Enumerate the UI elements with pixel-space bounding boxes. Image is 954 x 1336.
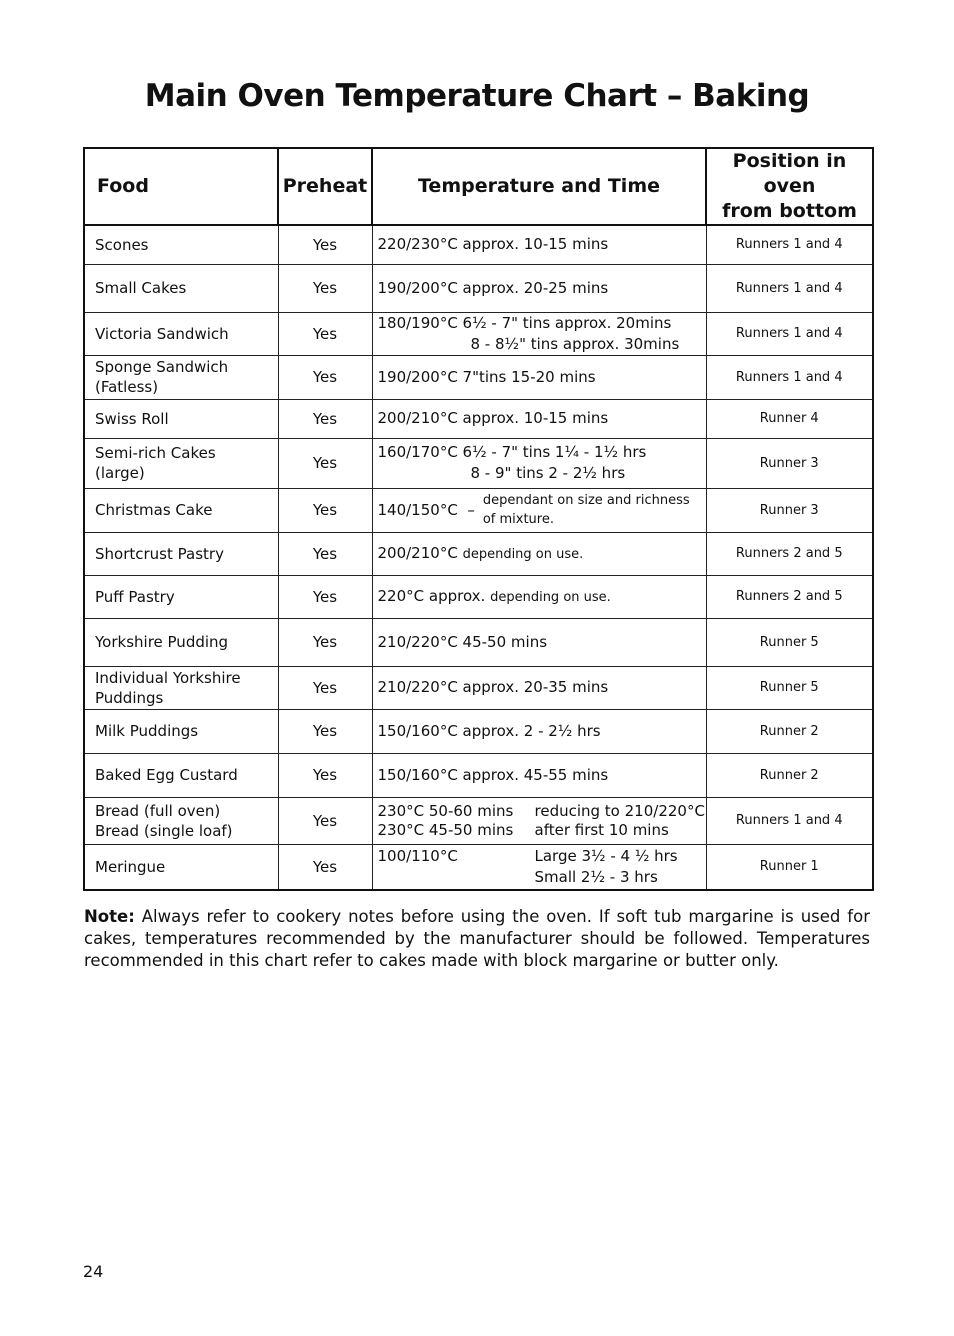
- food-line: (large): [95, 464, 145, 482]
- temp-line: Large 3½ - 4 ½ hrs: [534, 846, 678, 865]
- temp-line: dependant on size and richness: [482, 493, 690, 508]
- position-cell: Runner 5: [706, 618, 873, 666]
- preheat-cell: Yes: [278, 438, 372, 488]
- temp-cell: 210/220°C 45-50 mins: [372, 618, 706, 666]
- food-cell: Baked Egg Custard: [84, 753, 278, 797]
- preheat-cell: Yes: [278, 488, 372, 532]
- preheat-cell: Yes: [278, 709, 372, 753]
- food-cell: Milk Puddings: [84, 709, 278, 753]
- temp-line: 8 - 9" tins 2 - 2½ hrs: [470, 464, 626, 482]
- position-cell: Runners 1 and 4: [706, 797, 873, 844]
- position-cell: Runner 2: [706, 753, 873, 797]
- temp-line: reducing to 210/220°C: [534, 801, 705, 820]
- preheat-cell: Yes: [278, 355, 372, 399]
- food-line: Individual Yorkshire: [95, 668, 241, 687]
- preheat-cell: Yes: [278, 575, 372, 618]
- temp-cell: [372, 844, 706, 890]
- temp-cell: [372, 532, 706, 575]
- temp-line: depending on use.: [490, 589, 611, 605]
- preheat-cell: Yes: [278, 264, 372, 312]
- food-cell: Swiss Roll: [84, 399, 278, 438]
- position-cell: Runners 1 and 4: [706, 225, 873, 264]
- table-row: [84, 666, 873, 709]
- position-cell: Runners 1 and 4: [706, 264, 873, 312]
- temp-cell: [372, 575, 706, 618]
- food-cell: Small Cakes: [84, 264, 278, 312]
- temp-cell: [372, 797, 706, 844]
- preheat-cell: Yes: [278, 844, 372, 890]
- food-cell: [84, 355, 278, 399]
- position-cell: Runners 2 and 5: [706, 575, 873, 618]
- table-row: [84, 575, 873, 618]
- preheat-cell: Yes: [278, 399, 372, 438]
- temp-cell: 190/200°C approx. 20-25 mins: [372, 264, 706, 312]
- food-cell: Scones: [84, 225, 278, 264]
- food-cell: Puff Pastry: [84, 575, 278, 618]
- food-cell: [84, 797, 278, 844]
- header-food: Food: [84, 148, 278, 225]
- table-row: [84, 355, 873, 399]
- temp-line: 160/170°C 6½ - 7" tins 1¼ - 1½ hrs: [377, 443, 647, 461]
- temp-line: 200/210°C: [377, 543, 458, 562]
- table-row: [84, 438, 873, 488]
- temp-cell: [372, 312, 706, 355]
- temp-line: 230°C 50-60 mins: [377, 801, 514, 820]
- table-row: [84, 618, 873, 666]
- note-label: Note:: [84, 907, 135, 926]
- header-temperature: Temperature and Time: [372, 148, 706, 225]
- food-cell: [84, 438, 278, 488]
- preheat-cell: Yes: [278, 666, 372, 709]
- position-cell: Runners 2 and 5: [706, 532, 873, 575]
- table-row: [84, 264, 873, 312]
- note-paragraph: [84, 906, 870, 972]
- table-row: [84, 225, 873, 264]
- temp-line: depending on use.: [462, 546, 584, 562]
- food-line: (Fatless): [95, 378, 159, 396]
- food-cell: Yorkshire Pudding: [84, 618, 278, 666]
- preheat-cell: Yes: [278, 312, 372, 355]
- table-row: [84, 753, 873, 797]
- food-cell: Meringue: [84, 844, 278, 890]
- table-row: [84, 709, 873, 753]
- food-line: Bread (single loaf): [95, 821, 233, 840]
- page-number: 24: [83, 1262, 104, 1281]
- table-row: [84, 844, 873, 890]
- header-position-line1: Position in oven: [732, 150, 847, 197]
- preheat-cell: Yes: [278, 618, 372, 666]
- preheat-cell: Yes: [278, 753, 372, 797]
- oven-temperature-table: [83, 147, 874, 891]
- temp-line: 220°C approx.: [377, 586, 486, 605]
- food-cell: [84, 666, 278, 709]
- food-line: Sponge Sandwich: [95, 358, 229, 376]
- position-cell: Runner 4: [706, 399, 873, 438]
- temp-line: 100/110°C: [377, 846, 458, 865]
- table-header-row: [84, 148, 873, 225]
- temp-line: 230°C 45-50 mins: [377, 820, 514, 839]
- page-title: Main Oven Temperature Chart – Baking: [144, 78, 810, 114]
- preheat-cell: Yes: [278, 225, 372, 264]
- preheat-cell: Yes: [278, 532, 372, 575]
- header-preheat: Preheat: [278, 148, 372, 225]
- table-row: [84, 488, 873, 532]
- food-cell: Shortcrust Pastry: [84, 532, 278, 575]
- temp-cell: 200/210°C approx. 10-15 mins: [372, 399, 706, 438]
- temp-cell: 220/230°C approx. 10-15 mins: [372, 225, 706, 264]
- preheat-cell: Yes: [278, 797, 372, 844]
- table-row: [84, 312, 873, 355]
- position-cell: Runner 3: [706, 488, 873, 532]
- food-cell: Christmas Cake: [84, 488, 278, 532]
- position-cell: Runner 3: [706, 438, 873, 488]
- position-cell: Runner 1: [706, 844, 873, 890]
- temp-cell: [372, 488, 706, 532]
- position-cell: Runners 1 and 4: [706, 312, 873, 355]
- temp-line: 140/150°C –: [377, 500, 475, 519]
- food-line: Bread (full oven): [95, 801, 221, 820]
- temp-cell: 190/200°C 7"tins 15-20 mins: [372, 355, 706, 399]
- temp-note: [475, 491, 690, 529]
- temp-line: 8 - 8½" tins approx. 30mins: [470, 334, 680, 353]
- position-cell: Runners 1 and 4: [706, 355, 873, 399]
- temp-cell: 150/160°C approx. 2 - 2½ hrs: [372, 709, 706, 753]
- food-cell: Victoria Sandwich: [84, 312, 278, 355]
- temp-cell: 210/220°C approx. 20-35 mins: [372, 666, 706, 709]
- temp-cell: [372, 438, 706, 488]
- header-position: [706, 148, 873, 225]
- header-position-line2: from bottom: [722, 200, 857, 222]
- table-row: [84, 532, 873, 575]
- temp-line: of mixture.: [482, 512, 554, 527]
- temp-line: after first 10 mins: [534, 820, 669, 839]
- table-row: [84, 399, 873, 438]
- note-text: Always refer to cookery notes before using the oven. If soft tub margarine is used for cakes, temperatures recommended by the manufacturer should be followed. Temperatures recommended in this chart refer to cakes made with block margarine or butter only.: [84, 907, 870, 970]
- position-cell: Runner 5: [706, 666, 873, 709]
- food-line: Puddings: [95, 688, 164, 707]
- food-line: Semi-rich Cakes: [95, 444, 216, 462]
- position-cell: Runner 2: [706, 709, 873, 753]
- temp-cell: 150/160°C approx. 45-55 mins: [372, 753, 706, 797]
- temp-line: 180/190°C 6½ - 7" tins approx. 20mins: [377, 313, 672, 332]
- temp-line: Small 2½ - 3 hrs: [534, 867, 658, 886]
- table-row: [84, 797, 873, 844]
